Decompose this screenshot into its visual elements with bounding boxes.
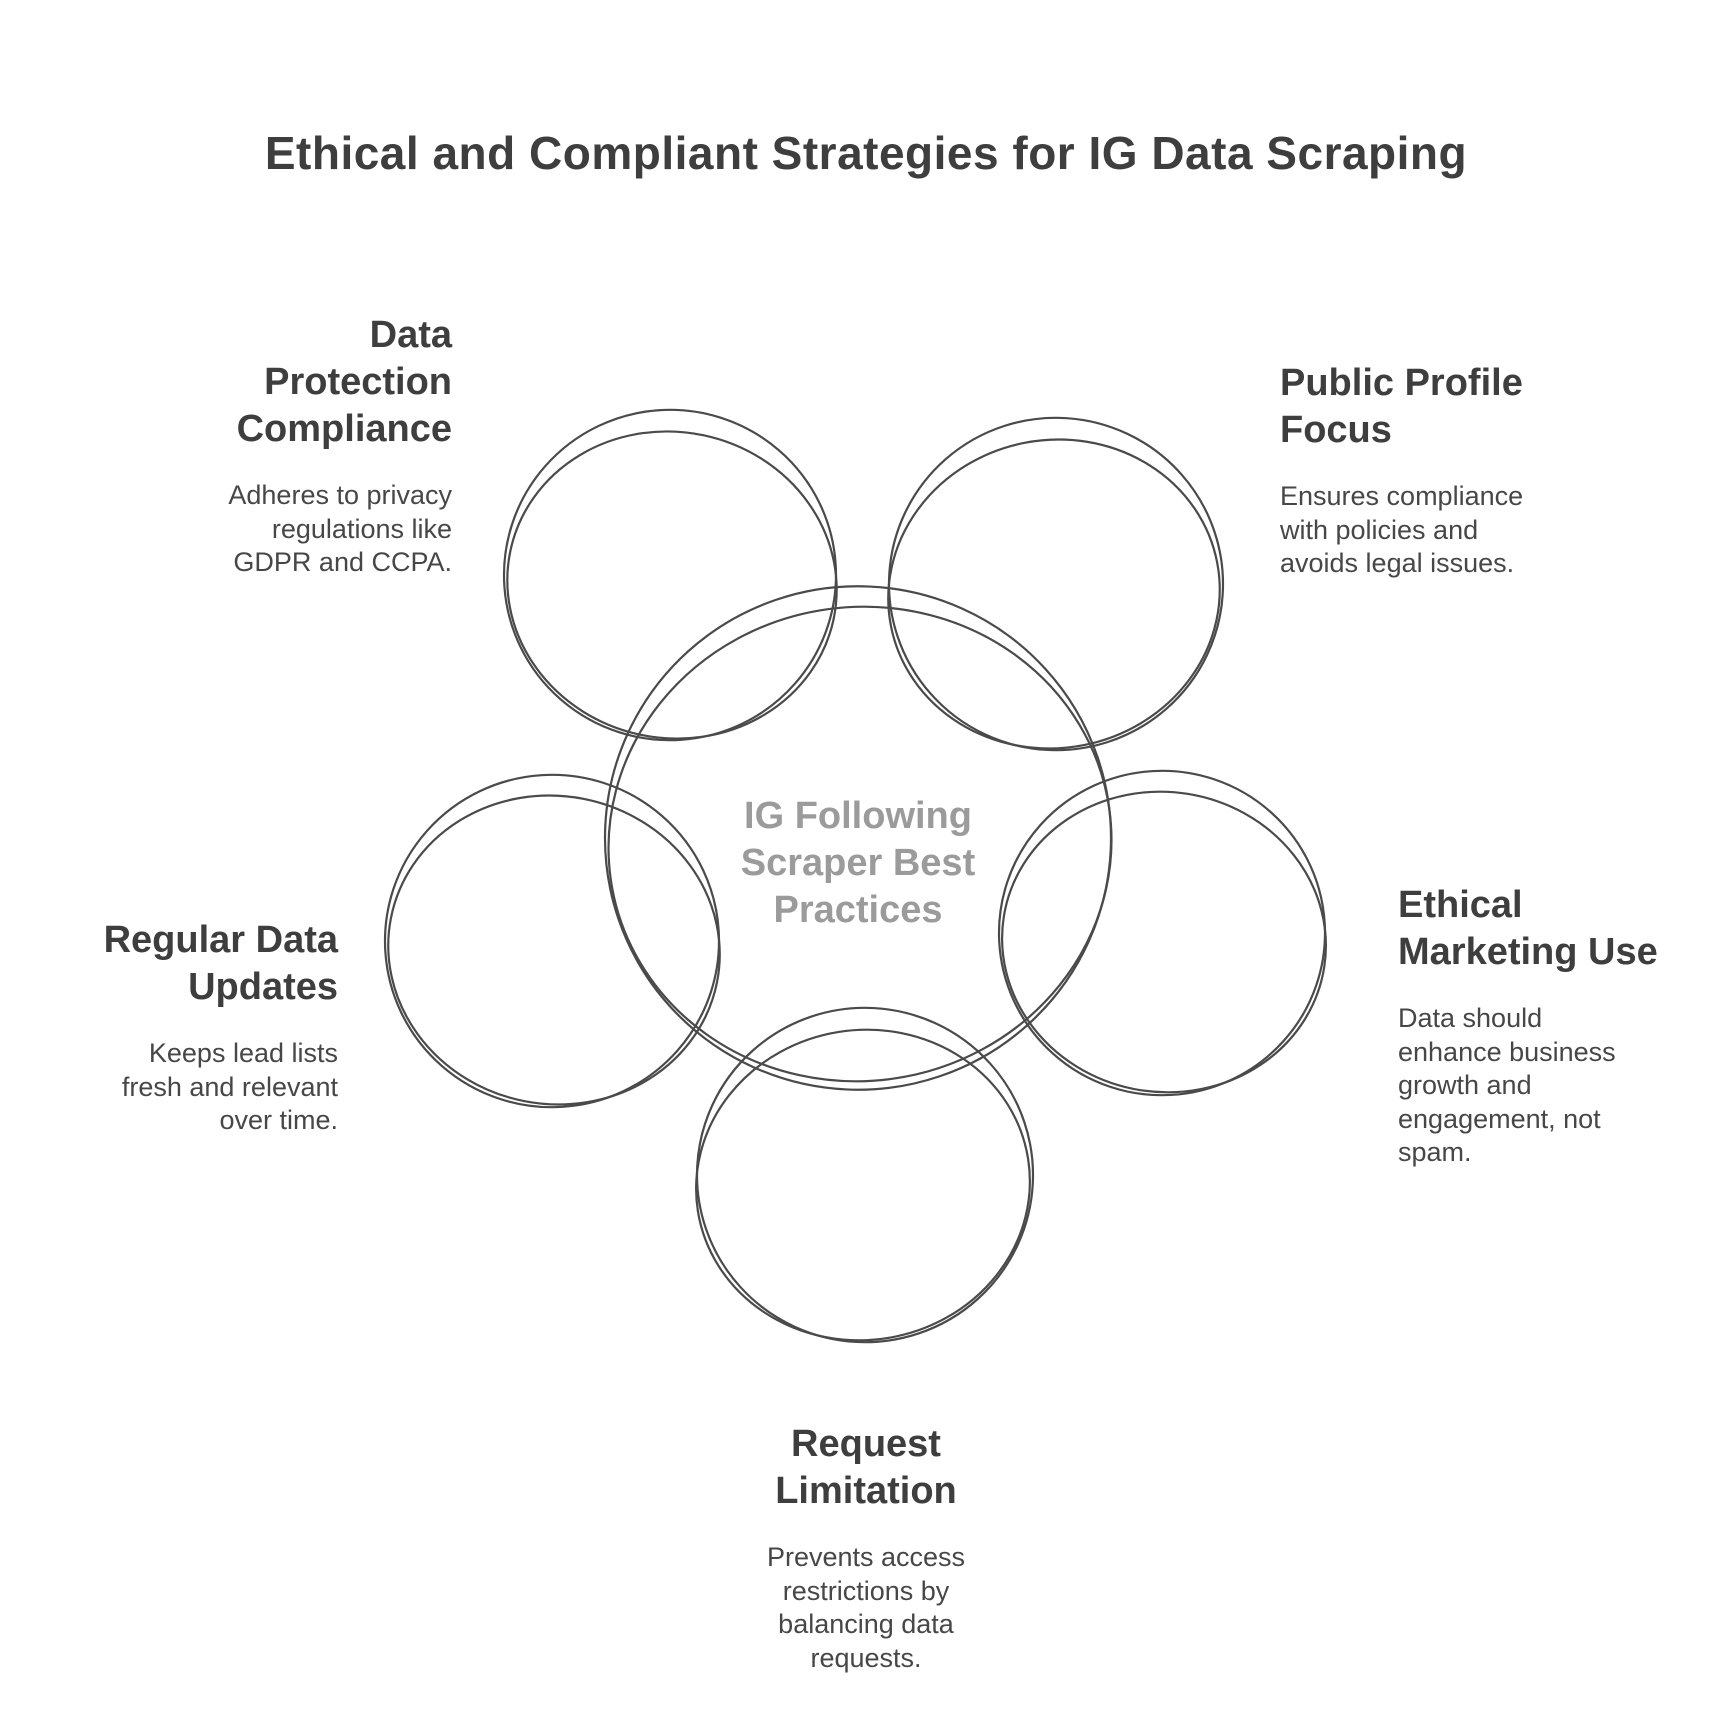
node-circle-top-left-stroke [493,399,847,752]
node-public-profile-focus [1280,360,1580,581]
node-request-limitation [716,1421,1016,1675]
node-circle-right-stroke [980,768,1347,1115]
node-circle-left-stroke [375,764,730,1117]
node-circle-top-right-stroke [879,407,1234,760]
node-title: Public Profile Focus [1280,362,1523,452]
node-description: Prevents access restrictions by balancing data requests. [766,1542,966,1673]
node-circle-bottom-stroke [688,999,1041,1350]
node-circle-bottom-stroke [674,1006,1053,1364]
node-description: Data should enhance business growth and engagement, not spam. [1398,1003,1616,1168]
node-title: Data Protection Compliance [236,314,452,451]
node-description: Adheres to privacy regulations like GDPR and CCPA. [228,480,452,578]
node-data-protection-compliance [192,312,452,580]
node-description: Keeps lead lists fresh and relevant over time. [121,1038,338,1136]
node-ethical-marketing-use [1398,882,1688,1170]
node-title: Regular Data Updates [103,919,338,1009]
node-description: Ensures compliance with policies and avoids legal issues. [1280,481,1524,579]
node-title: Ethical Marketing Use [1398,884,1658,974]
node-title: Request Limitation [775,1423,957,1513]
node-circle-top-left-stroke [479,401,866,769]
center-label: IG Following Scraper Best Practices [740,795,976,932]
node-regular-data-updates [78,917,338,1138]
node-circle-left-stroke [362,767,747,1133]
node-circle-right-stroke [991,763,1334,1104]
page-title: Ethical and Compliant Strategies for IG Data Scraping [264,127,1468,179]
